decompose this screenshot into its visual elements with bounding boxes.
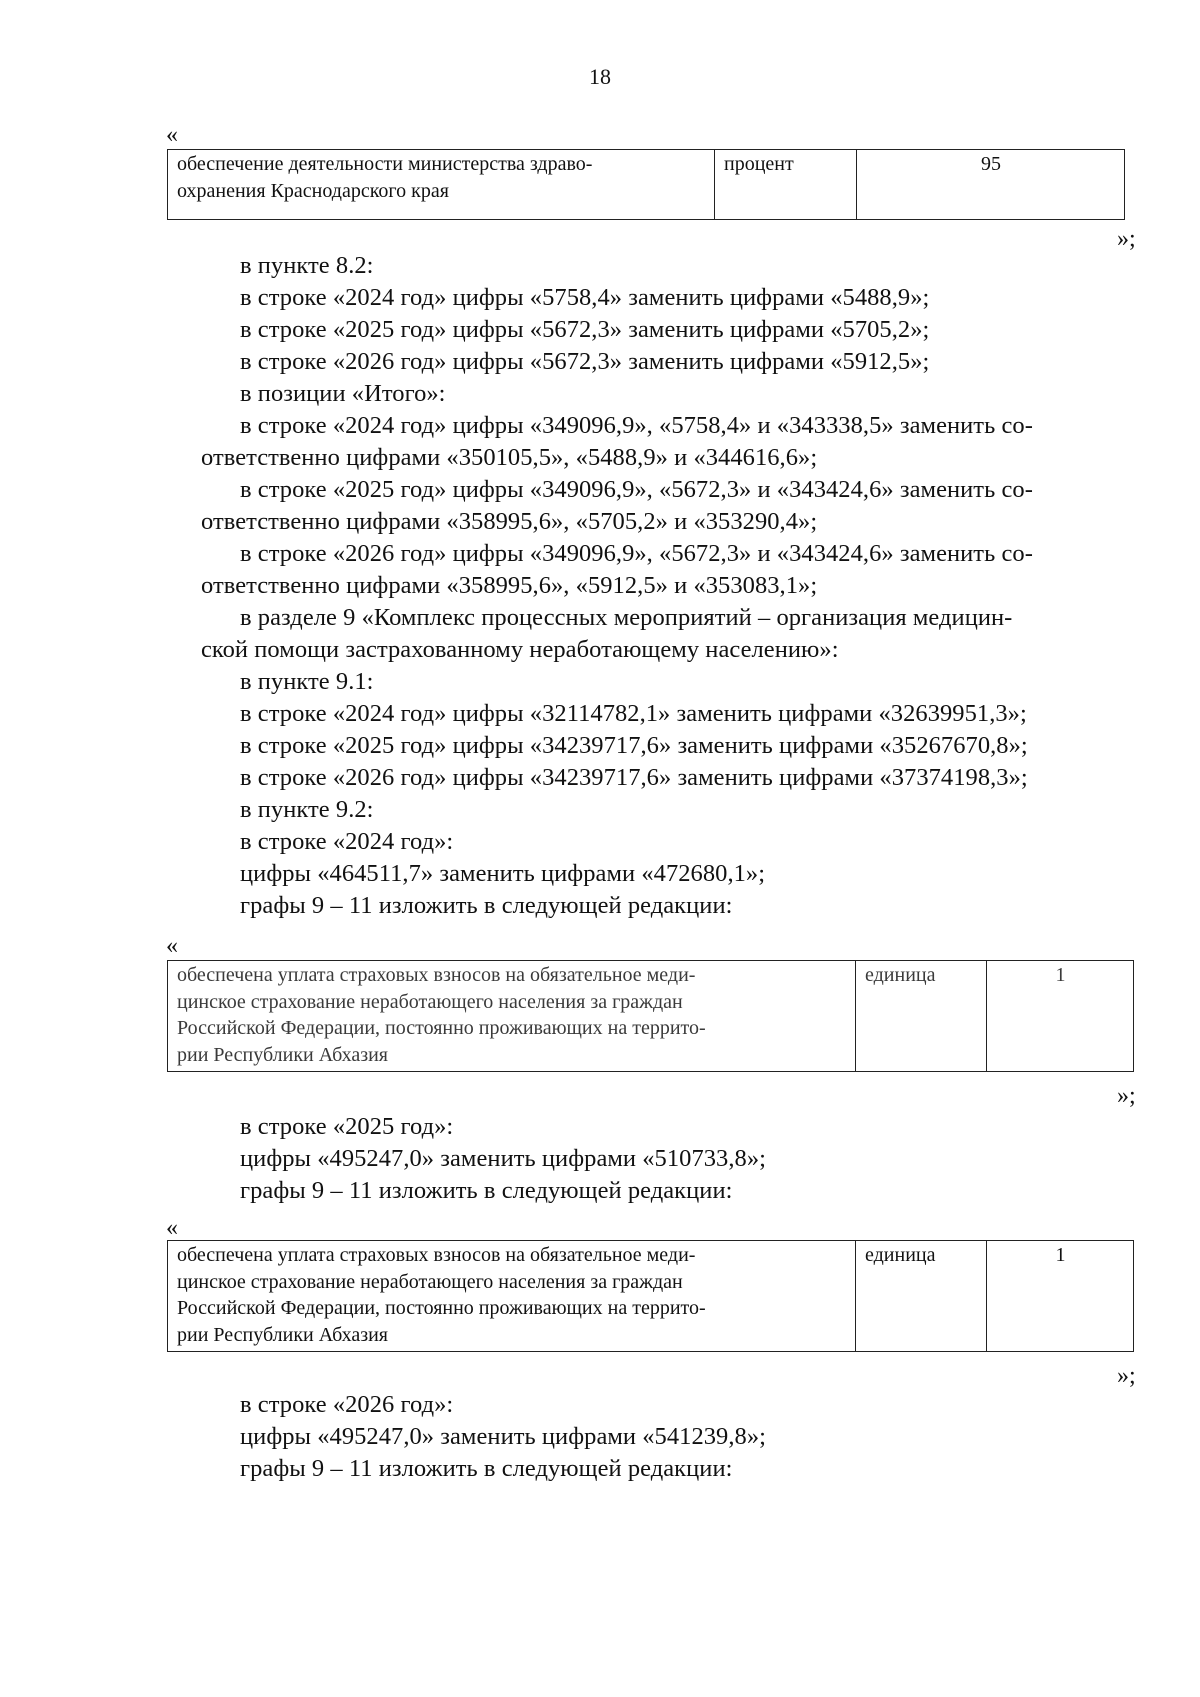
text-line: графы 9 – 11 изложить в следующей редакции:	[240, 1177, 733, 1204]
indicator-name-line: обеспечена уплата страховых взносов на обязательное меди-	[177, 1244, 696, 1266]
opening-quote-mark: «	[166, 1215, 178, 1241]
text-line: в строке «2026 год» цифры «5672,3» заменить цифрами «5912,5»;	[240, 348, 930, 375]
indicator-name-line: цинское страхование неработающего населения за граждан	[177, 990, 683, 1013]
indicator-table-2	[167, 960, 1134, 1072]
text-line: в строке «2025 год» цифры «34239717,6» заменить цифрами «35267670,8»;	[240, 732, 1028, 759]
text-line: ответственно цифрами «358995,6», «5705,2» и «353290,4»;	[201, 508, 818, 535]
indicator-name-line: Российской Федерации, постоянно проживающих на террито-	[177, 1297, 706, 1319]
unit-cell: процент	[715, 150, 857, 220]
text-line: графы 9 – 11 изложить в следующей редакции:	[240, 892, 733, 919]
closing-quote-mark: »;	[1117, 1363, 1136, 1389]
text-line: в строке «2024 год» цифры «349096,9», «5758,4» и «343338,5» заменить со-	[240, 412, 1033, 439]
indicator-name-cell	[168, 1241, 856, 1352]
indicator-name-line: рии Республики Абхазия	[177, 1323, 388, 1346]
opening-quote-mark: «	[166, 122, 178, 148]
text-line: в строке «2026 год» цифры «34239717,6» заменить цифрами «37374198,3»;	[240, 764, 1028, 791]
text-line: ответственно цифрами «358995,6», «5912,5» и «353083,1»;	[201, 572, 818, 599]
value-cell: 95	[857, 150, 1125, 220]
indicator-table-1	[167, 149, 1125, 220]
text-line: в строке «2026 год»:	[240, 1391, 454, 1418]
indicator-name-cell	[168, 961, 856, 1072]
text-line: цифры «464511,7» заменить цифрами «472680,1»;	[240, 860, 766, 887]
page-number: 18	[589, 64, 611, 89]
indicator-name-line: обеспечена уплата страховых взносов на обязательное меди-	[177, 964, 696, 986]
table-row	[168, 1241, 1134, 1352]
text-line: в пункте 9.2:	[240, 796, 374, 823]
indicator-name-line: рии Республики Абхазия	[177, 1043, 388, 1066]
text-line: ответственно цифрами «350105,5», «5488,9» и «344616,6»;	[201, 444, 818, 471]
unit-cell: единица	[856, 1241, 987, 1352]
unit-cell: единица	[856, 961, 987, 1072]
text-line: в строке «2025 год» цифры «349096,9», «5672,3» и «343424,6» заменить со-	[240, 476, 1033, 503]
closing-quote-mark: »;	[1117, 1083, 1136, 1109]
indicator-name-line: обеспечение деятельности министерства здраво-	[177, 153, 593, 175]
text-line: в строке «2026 год» цифры «349096,9», «5672,3» и «343424,6» заменить со-	[240, 540, 1033, 567]
text-line: в разделе 9 «Комплекс процессных мероприятий – организация медицин-	[240, 604, 1013, 631]
indicator-name-line: цинское страхование неработающего населения за граждан	[177, 1270, 683, 1293]
text-line: графы 9 – 11 изложить в следующей редакции:	[240, 1455, 733, 1482]
value-cell: 1	[987, 961, 1134, 1072]
text-line: цифры «495247,0» заменить цифрами «510733,8»;	[240, 1145, 766, 1172]
table-row	[168, 150, 1125, 220]
text-line: в строке «2024 год» цифры «32114782,1» заменить цифрами «32639951,3»;	[240, 700, 1027, 727]
indicator-name-line: Российской Федерации, постоянно проживающих на террито-	[177, 1017, 706, 1039]
text-line: в строке «2024 год» цифры «5758,4» заменить цифрами «5488,9»;	[240, 284, 930, 311]
opening-quote-mark: «	[166, 933, 178, 959]
text-line: ской помощи застрахованному неработающему населению»:	[201, 636, 839, 663]
text-line: цифры «495247,0» заменить цифрами «541239,8»;	[240, 1423, 766, 1450]
value-cell: 1	[987, 1241, 1134, 1352]
text-line: в строке «2025 год» цифры «5672,3» заменить цифрами «5705,2»;	[240, 316, 930, 343]
text-line: в пункте 8.2:	[240, 252, 374, 279]
text-line: в позиции «Итого»:	[240, 380, 446, 407]
text-line: в пункте 9.1:	[240, 668, 374, 695]
indicator-name-line: охранения Краснодарского края	[177, 179, 449, 202]
indicator-name-cell	[168, 150, 715, 220]
text-line: в строке «2024 год»:	[240, 828, 454, 855]
text-line: в строке «2025 год»:	[240, 1113, 454, 1140]
table-row	[168, 961, 1134, 1072]
closing-quote-mark: »;	[1117, 226, 1136, 252]
indicator-table-3	[167, 1240, 1134, 1352]
